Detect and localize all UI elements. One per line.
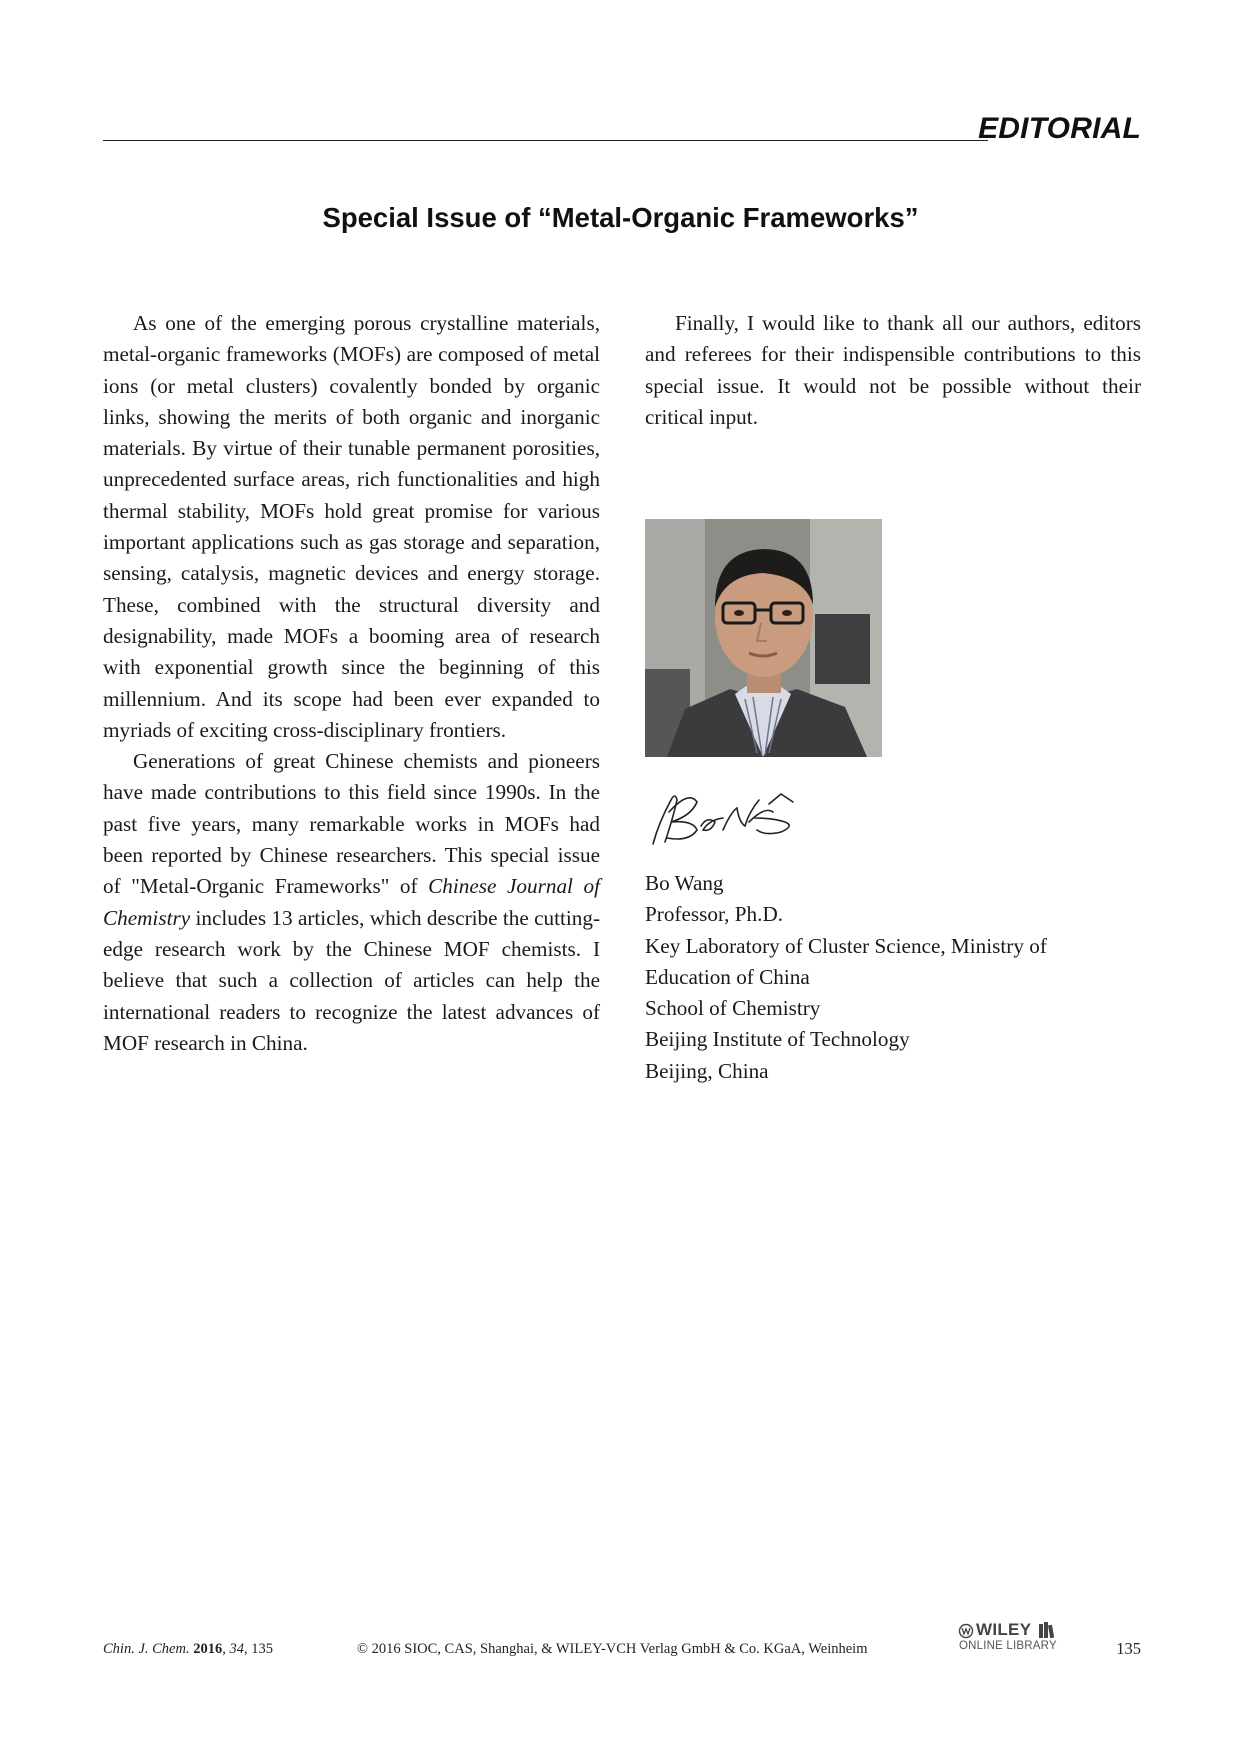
wiley-subtitle: ONLINE LIBRARY [959,1640,1057,1652]
wiley-wordmark: WILEY [976,1620,1032,1639]
author-affiliation-line2: Education of China [645,964,810,989]
page-number: 135 [1116,1639,1141,1658]
author-name: Bo Wang [645,871,724,895]
author-institute: Beijing Institute of Technology [645,1027,910,1052]
article-title: Special Issue of “Metal-Organic Frameworks” [322,202,919,233]
journal-name: Chinese Journal of Chemistry [103,874,600,930]
author-signature [645,782,815,850]
author-affiliation-line1: Key Laboratory of Cluster Science, Ministry of [645,933,1047,958]
paragraph-text: Generations of great Chinese chemists and pioneers have made contributions to this field since 1990s. In the past five years, many remarkable works in MOFs had been reported by Chinese researchers. This special issue of "Metal-Organic Frameworks" of [103,749,600,899]
right-column [645,308,1141,433]
author-block [645,868,1047,1087]
section-label: EDITORIAL [978,112,1141,145]
library-books-icon [1038,1621,1056,1639]
author-location: Beijing, China [645,1058,769,1083]
paragraph-text: includes 13 articles, which describe the cutting-edge research work by the Chinese MOF chemists. I believe that such a collection of articles can help the international readers to recognize the latest advances of MOF research in China. [103,905,600,1055]
footer-page-ref: 135 [251,1641,273,1657]
footer-year: 2016 [193,1641,223,1657]
header-rule [103,140,988,141]
paragraph-thanks: Finally, I would like to thank all our authors, editors and referees for their indispensible contributions to this special issue. It would not be possible without their critical input. [645,311,1141,429]
author-school: School of Chemistry [645,996,821,1021]
paragraph-intro: As one of the emerging porous crystalline materials, metal-organic frameworks (MOFs) are composed of metal ions (or metal clusters) covalently bonded by organic links, showing the merits of both organic and inorganic materials. By virtue of their tunable permanent porosities, unprecedented surface areas, rich functionalities and high thermal stability, MOFs hold great promise for various important applications such as gas storage and separation, sensing, catalysis, magnetic devices and energy storage. These, combined with the structural diversity and designability, made MOFs a booming area of research with exponential growth since the beginning of this millennium. And its scope had been ever expanded to myriads of exciting cross-disciplinary frontiers. [103,311,600,742]
footer-journal: Chin. J. Chem. [103,1641,190,1657]
wiley-emblem-icon [958,1623,974,1639]
left-column [103,308,600,1059]
author-title: Professor, Ph.D. [645,902,784,927]
footer-citation: Chin. J. Chem. 2016, 34, 135 [103,1641,273,1657]
author-photo [645,519,882,757]
paragraph-special-issue [103,746,600,1059]
footer-volume: 34 [229,1641,244,1657]
footer-copyright: © 2016 SIOC, CAS, Shanghai, & WILEY-VCH Verlag GmbH & Co. KGaA, Weinheim [357,1641,868,1657]
wiley-online-library-logo [958,1620,1068,1656]
